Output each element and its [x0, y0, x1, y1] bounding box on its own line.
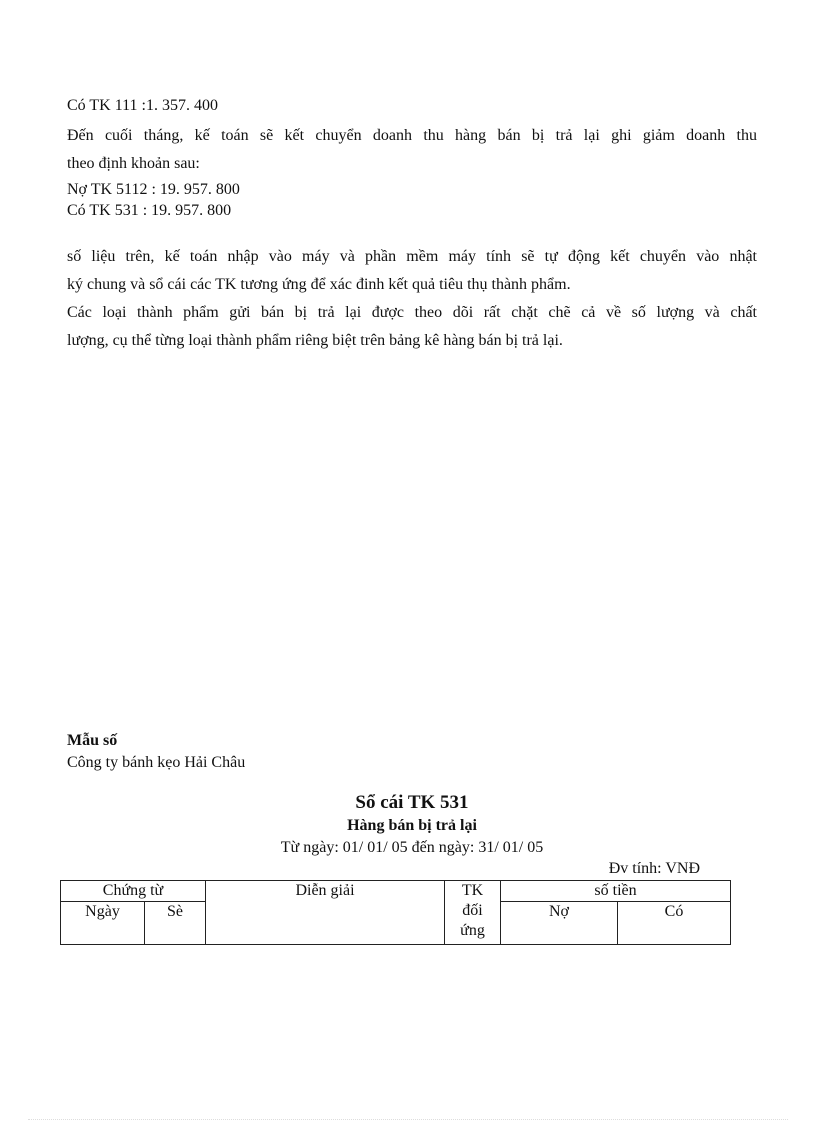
form-label: Mẫu số: [67, 732, 118, 749]
header-chung-tu: Chứng từ: [61, 881, 206, 902]
header-tk-doi-ung-line-2: đối: [462, 902, 483, 919]
paragraph-body-line-4: lượng, cụ thể từng loại thành phẩm riêng biệt trên bảng kê hàng bán bị trả lại.: [67, 332, 563, 349]
header-dien-giai: Diễn giải: [206, 881, 445, 945]
header-so: Sè: [145, 902, 206, 945]
header-tk-doi-ung: [445, 881, 501, 945]
paragraph-body-line-1: số liệu trên, kế toán nhập vào máy và phần mềm máy tính sẽ tự động kết chuyển vào nhật: [67, 248, 757, 265]
date-range: Từ ngày: 01/ 01/ 05 đến ngày: 31/ 01/ 05: [280, 839, 544, 856]
header-so-tien: số tiền: [501, 881, 731, 902]
header-tk-doi-ung-line-1: TK: [461, 882, 484, 899]
paragraph-body-line-3: Các loại thành phẩm gửi bán bị trả lại được theo dõi rất chặt chẽ cả về số lượng và chất: [67, 304, 757, 321]
paragraph-intro: [67, 122, 757, 178]
company-name: Công ty bánh kẹo Hải Châu: [67, 754, 246, 771]
ledger-table: [60, 880, 731, 945]
line-no-tk5112: Nợ TK 5112 : 19. 957. 800: [67, 181, 240, 198]
paragraph-body-line-2: ký chung và sổ cái các TK tương ứng để xác đinh kết quả tiêu thụ thành phẩm.: [67, 276, 571, 293]
page-edge-divider: [28, 1119, 788, 1120]
header-co: Có: [618, 902, 731, 945]
header-no: Nợ: [501, 902, 618, 945]
paragraph-intro-line-1: Đến cuối tháng, kế toán sẽ kết chuyển doanh thu hàng bán bị trả lại ghi giảm doanh thu: [67, 127, 757, 144]
paragraph-intro-line-2: theo định khoản sau:: [67, 155, 200, 172]
paragraph-body: [67, 243, 757, 355]
line-co-tk111: Có TK 111 :1. 357. 400: [67, 97, 218, 114]
unit-label: Đv tính: VNĐ: [608, 860, 700, 877]
header-tk-doi-ung-line-3: ứng: [460, 922, 485, 939]
ledger-title: Sổ cái TK 531: [355, 792, 469, 813]
header-ngay: Ngày: [61, 902, 145, 945]
ledger-subtitle: Hàng bán bị trả lại: [347, 817, 477, 834]
line-co-tk531: Có TK 531 : 19. 957. 800: [67, 202, 232, 219]
ledger-header-row-1: [61, 881, 731, 902]
